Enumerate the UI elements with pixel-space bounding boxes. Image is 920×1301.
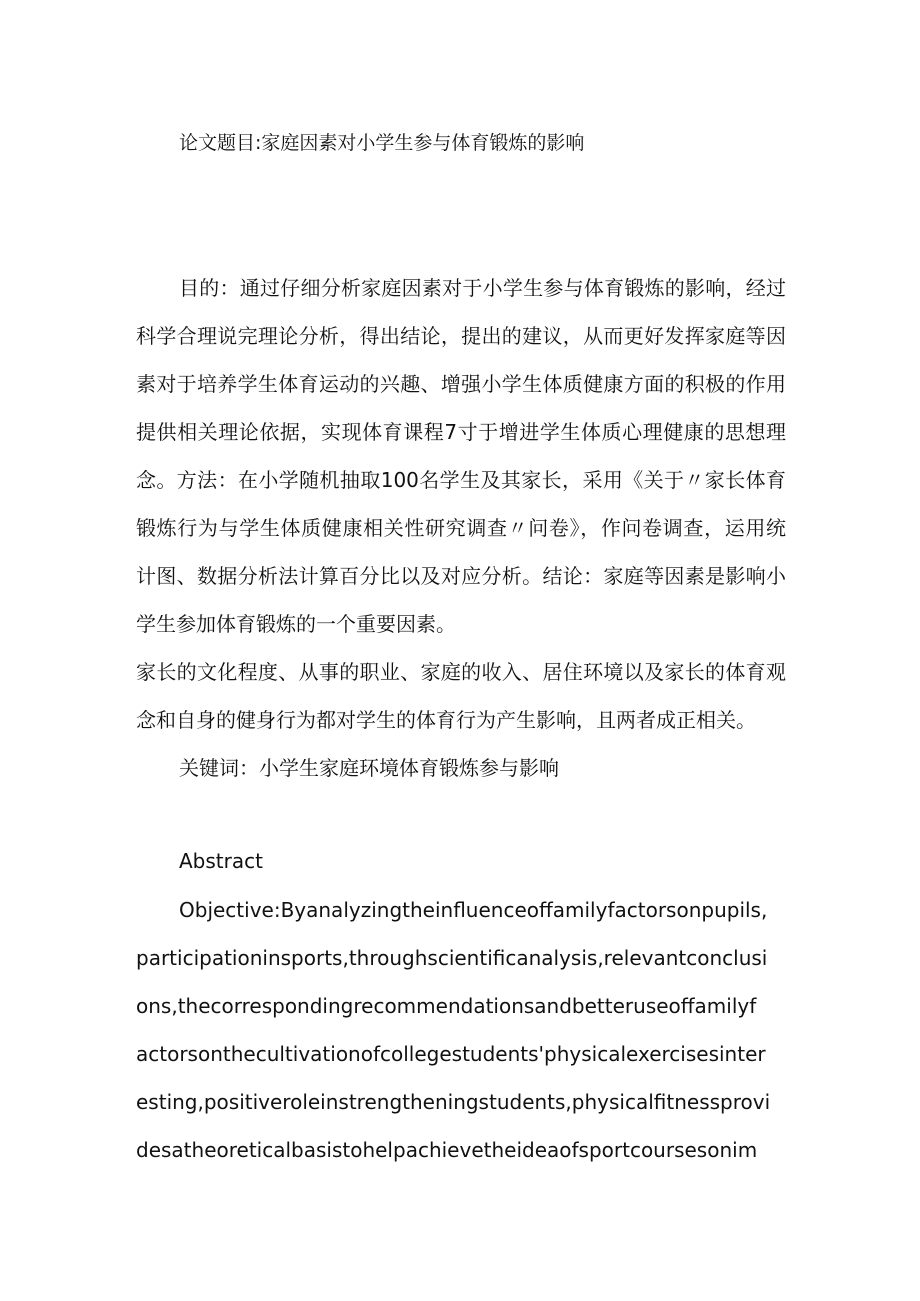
abstract-en-line: ons,thecorrespondingrecommendationsandbetteruseoffamilyf	[136, 994, 757, 1018]
abstract-en-line: esting,positiveroleinstrengtheningstudents,physicalfitnessprovi	[136, 1090, 771, 1114]
abstract-cn-line: 锻炼行为与学生体质健康相关性研究调查〃问卷》，作问卷调查，运用统	[136, 516, 786, 540]
keywords-cn: 关键词：小学生家庭环境体育锻炼参与影响	[179, 756, 559, 780]
abstract-en-line: participationinsports,throughscientificanalysis,relevantconclusi	[136, 946, 768, 970]
abstract-cn-line: 目的：通过仔细分析家庭因素对于小学生参与体育锻炼的影响，经过	[179, 276, 786, 300]
abstract-en-line: actorsonthecultivationofcollegestudents'physicalexercisesinter	[136, 1042, 766, 1066]
abstract-cn-line: 科学合理说完理论分析，得出结论，提出的建议，从而更好发挥家庭等因	[136, 324, 786, 348]
paper-title: 论文题目:家庭因素对小学生参与体育锻炼的影响	[179, 132, 585, 154]
abstract-cn-line: 素对于培养学生体育运动的兴趣、增强小学生体质健康方面的积极的作用	[136, 372, 786, 396]
abstract-cn-line: 家长的文化程度、从事的职业、家庭的收入、居住环境以及家长的体育观	[136, 660, 786, 684]
abstract-en-line: desatheoreticalbasistohelpachievetheideaofsportcoursesonim	[136, 1138, 758, 1162]
abstract-cn-line: 提供相关理论依据，实现体育课程7寸于增进学生体质心理健康的思想理	[136, 420, 786, 444]
abstract-en-line: Objective:Byanalyzingtheinfluenceoffamilyfactorsonpupils,	[179, 898, 768, 922]
abstract-cn-line: 学生参加体育锻炼的一个重要因素。	[136, 612, 456, 636]
abstract-cn-line: 念和自身的健身行为都对学生的体育行为产生影响，且两者成正相关。	[136, 708, 756, 732]
abstract-cn-line: 计图、数据分析法计算百分比以及对应分析。结论：家庭等因素是影响小	[136, 564, 786, 588]
abstract-en-heading: Abstract	[179, 849, 263, 873]
abstract-cn-line: 念。方法：在小学随机抽取100名学生及其家长，采用《关于〃家长体育	[136, 468, 786, 492]
